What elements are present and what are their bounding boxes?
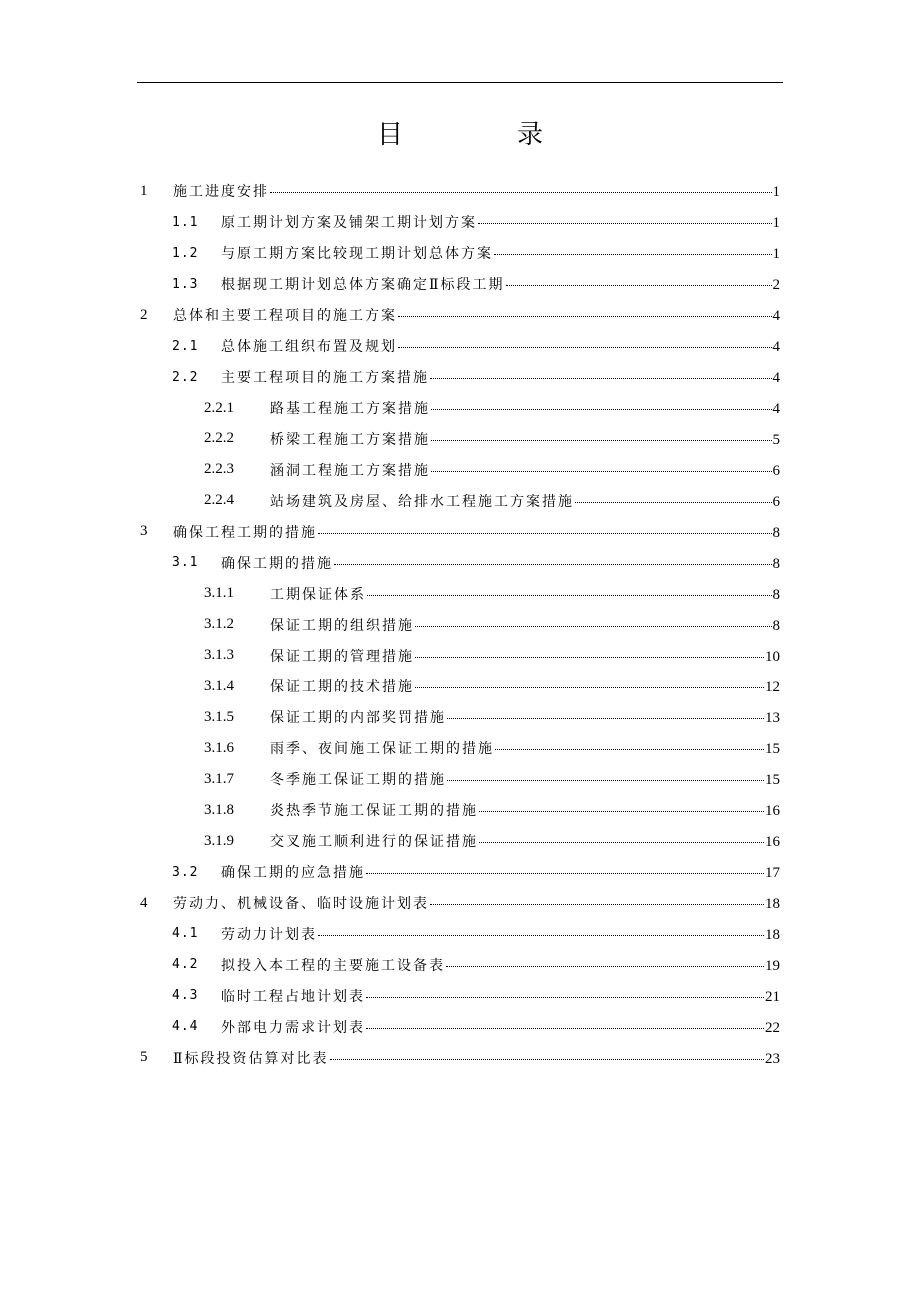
toc-entry[interactable] [0, 393, 920, 424]
toc-dot-leader [366, 1028, 764, 1029]
toc-entry-page: 18 [765, 896, 780, 913]
toc-dot-leader [479, 811, 764, 812]
toc-dot-leader [506, 285, 772, 286]
toc-entry-body [221, 1017, 780, 1037]
toc-entry[interactable] [0, 640, 920, 671]
toc-entry-body [173, 1048, 780, 1068]
toc-entry-title: 根据现工期计划总体方案确定Ⅱ标段工期 [221, 277, 505, 294]
toc-dot-leader [318, 533, 772, 534]
toc-entry-body [221, 243, 780, 263]
toc-entry-page: 10 [765, 648, 780, 665]
toc-entry[interactable] [0, 980, 920, 1011]
toc-dot-leader [318, 935, 764, 936]
toc-entry-body [270, 491, 780, 511]
toc-entry-number: 2.2 [172, 369, 199, 385]
toc-entry-page: 8 [772, 586, 780, 603]
toc-entry-number: 3 [140, 523, 148, 540]
toc-dot-leader [367, 595, 772, 596]
toc-entry-number: 4.1 [172, 926, 199, 942]
toc-entry-number: 2.2.4 [204, 492, 234, 509]
toc-entry-number: 2.2.1 [204, 399, 234, 416]
toc-entry-number: 2.1 [172, 338, 199, 354]
toc-entry-body [221, 367, 780, 387]
toc-entry[interactable] [0, 671, 920, 702]
toc-entry-page: 22 [765, 1019, 780, 1036]
toc-entry[interactable] [0, 176, 920, 207]
toc-dot-leader [446, 966, 764, 967]
toc-entry-body [221, 955, 780, 975]
toc-entry-title: 确保工程工期的措施 [173, 524, 317, 541]
toc-entry-page: 8 [772, 617, 780, 634]
toc-entry[interactable] [0, 362, 920, 393]
toc-entry[interactable] [0, 795, 920, 826]
toc-entry-body [270, 831, 780, 851]
toc-entry-number: 4.4 [172, 1019, 199, 1035]
toc-entry-page: 6 [772, 462, 780, 479]
toc-dot-leader [415, 657, 764, 658]
toc-entry-number: 3.1.7 [204, 770, 234, 787]
toc-dot-leader [447, 718, 764, 719]
toc-dot-leader [366, 997, 764, 998]
toc-entry-title: 雨季、夜间施工保证工期的措施 [270, 741, 494, 758]
toc-entry-number: 3.1.3 [204, 647, 234, 664]
toc-entry-title: 施工进度安排 [173, 184, 269, 201]
toc-entry-number: 3.1.9 [204, 832, 234, 849]
toc-entry-number: 4.2 [172, 957, 199, 973]
toc-entry-title: 确保工期的措施 [221, 555, 333, 572]
toc-dot-leader [494, 254, 772, 255]
toc-entry-title: 涵洞工程施工方案措施 [270, 462, 430, 479]
toc-entry[interactable] [0, 609, 920, 640]
toc-entry[interactable] [0, 949, 920, 980]
toc-entry[interactable] [0, 300, 920, 331]
toc-entry-number: 3.1.5 [204, 708, 234, 725]
toc-entry-body [221, 336, 780, 356]
toc-entry-body [270, 738, 780, 758]
toc-entry-title: 路基工程施工方案措施 [270, 401, 430, 418]
toc-entry[interactable] [0, 888, 920, 919]
toc-entry-body [221, 274, 780, 294]
toc-entry-page: 12 [765, 679, 780, 696]
toc-dot-leader [447, 780, 764, 781]
toc-entry-number: 1 [140, 182, 148, 199]
toc-dot-leader [431, 440, 772, 441]
toc-dot-leader [495, 749, 764, 750]
toc-entry-title: Ⅱ标段投资估算对比表 [173, 1050, 329, 1067]
toc-entry-number: 3.1.8 [204, 801, 234, 818]
toc-entry-number: 3.1.2 [204, 616, 234, 633]
toc-entry-number: 5 [140, 1049, 148, 1066]
toc-dot-leader [398, 316, 772, 317]
toc-entry-page: 4 [772, 339, 780, 356]
toc-entry-body [270, 800, 780, 820]
toc-entry-number: 3.1.1 [204, 585, 234, 602]
toc-entry[interactable] [0, 857, 920, 888]
toc-entry[interactable] [0, 454, 920, 485]
toc-entry[interactable] [0, 733, 920, 764]
toc-entry-title: 站场建筑及房屋、给排水工程施工方案措施 [270, 493, 574, 510]
toc-entry-title: 劳动力计划表 [221, 926, 317, 943]
toc-entry-page: 21 [765, 988, 780, 1005]
toc-entry-page: 8 [772, 555, 780, 572]
toc-entry[interactable] [0, 702, 920, 733]
toc-entry-title: 总体施工组织布置及规划 [221, 339, 397, 356]
toc-entry-page: 4 [772, 370, 780, 387]
toc-title: 目 录 [376, 120, 587, 150]
toc-entry-title: 拟投入本工程的主要施工设备表 [221, 957, 445, 974]
toc-dot-leader [415, 687, 764, 688]
toc-entry[interactable] [0, 547, 920, 578]
toc-dot-leader [575, 502, 772, 503]
toc-entry-number: 3.2 [172, 864, 199, 880]
toc-entry[interactable] [0, 269, 920, 300]
toc-entry-title: 临时工程占地计划表 [221, 988, 365, 1005]
toc-entry-page: 4 [772, 308, 780, 325]
toc-dot-leader [431, 471, 772, 472]
toc-entry-number: 1.1 [172, 214, 199, 230]
toc-entry-body [270, 615, 780, 635]
toc-entry-body [270, 769, 780, 789]
toc-entry-body [221, 212, 780, 232]
toc-entry-number: 1.2 [172, 245, 199, 261]
toc-entry[interactable] [0, 919, 920, 950]
toc-list [0, 176, 920, 1073]
toc-entry-title: 原工期计划方案及铺架工期计划方案 [221, 215, 477, 232]
toc-entry-page: 1 [772, 215, 780, 232]
toc-entry-body [173, 893, 780, 913]
toc-entry-title: 劳动力、机械设备、临时设施计划表 [173, 896, 429, 913]
toc-entry-number: 2.2.2 [204, 430, 234, 447]
toc-entry-title: 总体和主要工程项目的施工方案 [173, 308, 397, 325]
toc-entry[interactable] [0, 1011, 920, 1042]
toc-dot-leader [334, 564, 772, 565]
toc-entry-body [270, 398, 780, 418]
toc-entry-title: 与原工期方案比较现工期计划总体方案 [221, 246, 493, 263]
toc-entry-body [270, 460, 780, 480]
toc-entry-title: 主要工程项目的施工方案措施 [221, 370, 429, 387]
toc-entry-body [270, 646, 780, 666]
toc-entry-page: 16 [765, 834, 780, 851]
toc-entry-page: 5 [772, 431, 780, 448]
toc-entry-page: 18 [765, 926, 780, 943]
toc-entry[interactable] [0, 331, 920, 362]
toc-entry[interactable] [0, 207, 920, 238]
toc-entry-page: 23 [765, 1050, 780, 1067]
toc-entry-page: 2 [772, 277, 780, 294]
toc-entry-body [270, 429, 780, 449]
toc-dot-leader [430, 378, 772, 379]
toc-entry-title: 冬季施工保证工期的措施 [270, 772, 446, 789]
toc-entry-body [221, 862, 780, 882]
toc-entry-number: 4.3 [172, 988, 199, 1004]
toc-entry[interactable] [0, 1042, 920, 1073]
toc-entry-body [221, 924, 780, 944]
toc-entry-body [173, 522, 780, 542]
toc-entry-number: 2 [140, 306, 148, 323]
toc-entry[interactable] [0, 516, 920, 547]
toc-entry-title: 外部电力需求计划表 [221, 1019, 365, 1036]
toc-dot-leader [430, 904, 764, 905]
toc-entry[interactable] [0, 485, 920, 516]
toc-entry-page: 19 [765, 957, 780, 974]
toc-dot-leader [478, 223, 772, 224]
toc-dot-leader [415, 626, 772, 627]
toc-entry-page: 1 [772, 184, 780, 201]
toc-entry-page: 8 [772, 524, 780, 541]
toc-dot-leader [398, 347, 772, 348]
toc-entry-body [173, 305, 780, 325]
toc-entry-body [221, 553, 780, 573]
toc-entry-title: 炎热季节施工保证工期的措施 [270, 803, 478, 820]
toc-entry-page: 6 [772, 493, 780, 510]
toc-entry-number: 3.1.4 [204, 677, 234, 694]
toc-entry[interactable] [0, 578, 920, 609]
toc-entry-body [270, 707, 780, 727]
toc-dot-leader [366, 873, 764, 874]
toc-entry-page: 16 [765, 803, 780, 820]
toc-entry-body [221, 986, 780, 1006]
toc-entry-number: 3.1 [172, 555, 199, 571]
toc-entry[interactable] [0, 424, 920, 455]
toc-entry-page: 1 [772, 246, 780, 263]
toc-entry-title: 保证工期的技术措施 [270, 679, 414, 696]
toc-entry[interactable] [0, 238, 920, 269]
toc-entry-number: 1.3 [172, 276, 199, 292]
toc-dot-leader [270, 192, 772, 193]
toc-entry-page: 17 [765, 865, 780, 882]
toc-entry-page: 15 [765, 772, 780, 789]
toc-entry-page: 4 [772, 401, 780, 418]
toc-entry[interactable] [0, 764, 920, 795]
toc-entry-body [173, 181, 780, 201]
header-rule [137, 82, 783, 83]
toc-dot-leader [431, 409, 772, 410]
toc-dot-leader [330, 1059, 764, 1060]
toc-entry-body [270, 676, 780, 696]
toc-entry-page: 13 [765, 710, 780, 727]
toc-entry-number: 3.1.6 [204, 739, 234, 756]
toc-entry-page: 15 [765, 741, 780, 758]
toc-entry-title: 保证工期的组织措施 [270, 617, 414, 634]
toc-entry-number: 4 [140, 894, 148, 911]
toc-entry-body [270, 584, 780, 604]
toc-entry-title: 交叉施工顺利进行的保证措施 [270, 834, 478, 851]
toc-entry-title: 桥梁工程施工方案措施 [270, 431, 430, 448]
toc-entry[interactable] [0, 826, 920, 857]
toc-entry-title: 保证工期的管理措施 [270, 648, 414, 665]
toc-entry-title: 保证工期的内部奖罚措施 [270, 710, 446, 727]
toc-entry-title: 确保工期的应急措施 [221, 865, 365, 882]
toc-entry-number: 2.2.3 [204, 461, 234, 478]
toc-entry-title: 工期保证体系 [270, 586, 366, 603]
toc-dot-leader [479, 842, 764, 843]
